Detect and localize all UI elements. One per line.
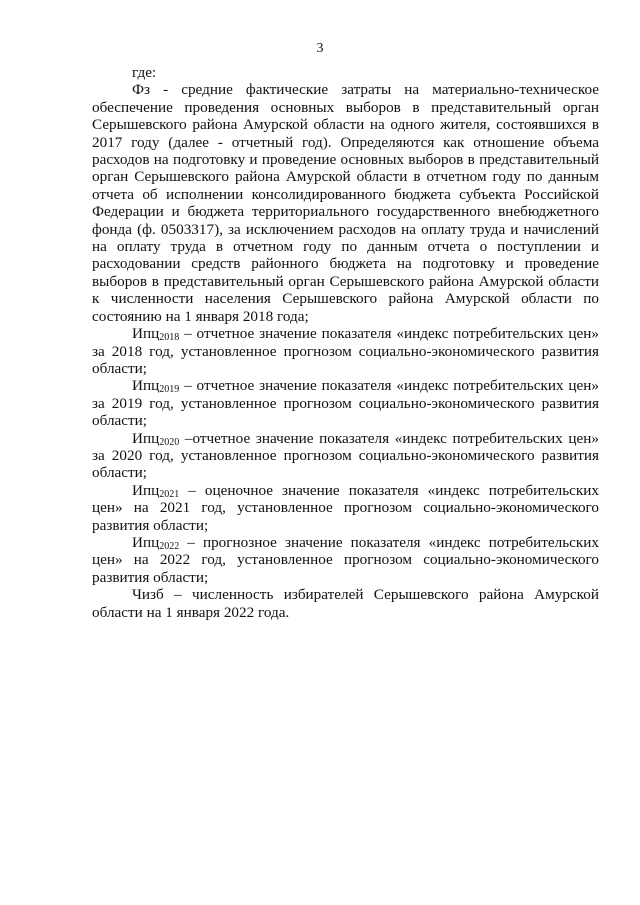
definition-symbol: Фз — [132, 81, 150, 99]
definition-symbol: Чизб — [132, 586, 164, 604]
definition-text: – прогнозное значение показателя «индекс потребительских цен» на 2022 год, установленное прогнозом социально-экономического развития области; — [92, 533, 599, 586]
definition-text: –отчетное значение показателя «индекс потребительских цен» за 2020 год, установленное прогнозом социально-экономического развития области; — [92, 429, 599, 482]
where-label: где: — [132, 64, 157, 81]
definition-symbol: Ипц — [132, 429, 160, 447]
definition-chizb — [92, 586, 599, 621]
definition-text: – отчетное значение показателя «индекс потребительских цен» за 2018 год, установленное прогнозом социально-экономического развития области; — [92, 325, 599, 377]
definition-symbol: Ипц — [132, 325, 160, 343]
definition-ipc-2018 — [92, 325, 599, 377]
document-body — [92, 64, 599, 621]
definition-text: – численность избирателей Серышевского района Амурской области на 1 января 2022 года. — [92, 586, 599, 621]
definition-text: – оценочное значение показателя «индекс потребительских цен» на 2021 год, установленное прогнозом социально-экономического развития области; — [92, 481, 599, 534]
definition-symbol: Ипц — [132, 377, 160, 395]
definition-ipc-2021 — [92, 482, 599, 534]
definition-subscript: 2020 — [159, 436, 180, 448]
definition-ipc-2019 — [92, 377, 599, 429]
page-number: 3 — [316, 41, 324, 56]
definition-text: - средние фактические затраты на материально-техническое обеспечение проведения основных выборов в представительный орган Серышевского района Амурской области на одного жителя, состоявшихся в 2017 году (далее - отчетный год). Определяются как отношение объема расходов на подготовку и проведение основных выборов в представительный орган Серышевского района Амурской области в отчетном году по данным отчета об исполнении консолидированного бюджета субъекта Российской Федерации и бюджета территориального государственного внебюджетного фонда (ф. 0503317), за исключением расходов на оплату труда и начислений на оплату труда в отчетном году по данным отчета о поступлении и расходовании средств районного бюджета на подготовку и проведение выборов в представительный орган Серышевского района Амурской области к численности населения Серышевского района Амурской области по состоянию на 1 января 2018 года; — [92, 81, 599, 325]
definition-symbol: Ипц — [132, 533, 160, 551]
definition-text: – отчетное значение показателя «индекс потребительских цен» за 2019 год, установленное прогнозом социально-экономического развития области; — [92, 377, 599, 430]
definition-subscript: 2018 — [159, 332, 180, 344]
definition-subscript: 2019 — [159, 384, 180, 396]
definition-fz — [92, 81, 599, 325]
definition-ipc-2022 — [92, 534, 599, 586]
definition-subscript: 2022 — [159, 540, 180, 552]
definition-subscript: 2021 — [159, 488, 180, 500]
definition-ipc-2020 — [92, 430, 599, 482]
definition-symbol: Ипц — [132, 481, 160, 499]
